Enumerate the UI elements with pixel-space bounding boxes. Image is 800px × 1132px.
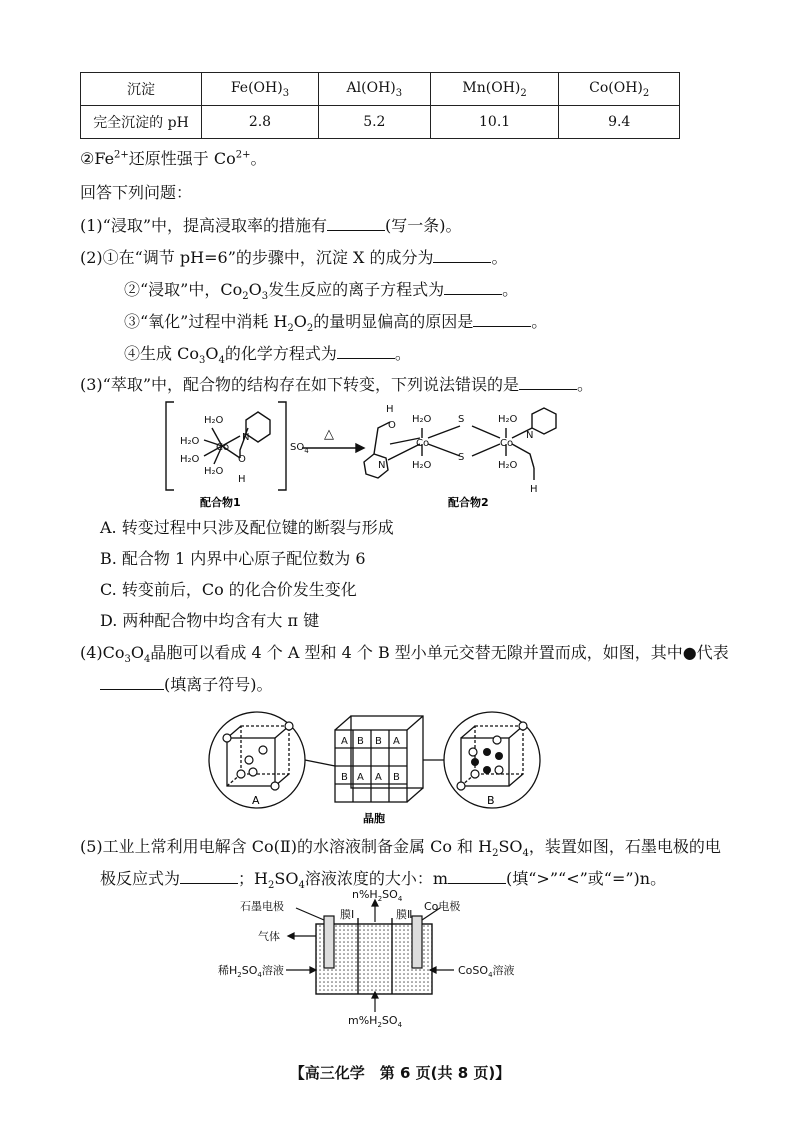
table-cell: 2.8	[202, 106, 319, 139]
question-2d: ④生成 $Co_3O_4$的化学方程式为 。	[124, 344, 411, 367]
n-atom: N	[242, 432, 250, 443]
top-label: $n\%H_2SO_4$	[352, 888, 403, 903]
h-atom: H	[386, 404, 394, 415]
table-cell: $Mn(OH)_2$	[430, 73, 559, 106]
ligand-label: H₂O	[180, 454, 200, 465]
electrolysis-figure	[218, 888, 548, 1028]
question-5-line2: 极反应式为 ；$H_2SO_4$溶液浓度的大小：m (填“>”“<”或“=”)n。	[100, 869, 667, 892]
co-electrode	[412, 916, 422, 968]
answer-blank[interactable]	[327, 216, 385, 231]
dilute-acid-label: 稀$H_2SO_4$溶液	[218, 964, 284, 979]
n-atom: N	[378, 460, 386, 471]
answer-blank[interactable]	[448, 869, 506, 884]
ligand-label: H₂O	[498, 414, 518, 425]
option-c[interactable]: C. 转变前后，Co 的化合价发生变化	[100, 580, 357, 599]
ligand-label: H₂O	[180, 436, 200, 447]
h-atom: H	[238, 474, 246, 485]
table-cell: $Al(OH)_3$	[318, 73, 430, 106]
answer-blank[interactable]	[433, 248, 491, 263]
answer-blank[interactable]	[100, 675, 164, 690]
note-2: $②Fe^{2+}$还原性强于 $Co^{2+}$。	[80, 149, 267, 168]
question-1: (1)“浸取”中，提高浸取率的措施有 (写一条)。	[80, 216, 462, 235]
question-4-line2: (填离子符号)。	[100, 672, 273, 695]
answer-blank[interactable]	[519, 375, 577, 390]
o-atom: O	[238, 454, 246, 465]
unit-a-label: A	[375, 772, 382, 783]
unit-a-label: A	[341, 736, 348, 747]
table-row	[81, 106, 680, 139]
ligand-label: H₂O	[498, 460, 518, 471]
ligand-label: H₂O	[204, 415, 224, 426]
table-cell: 沉淀	[81, 73, 202, 106]
table-cell: 10.1	[430, 106, 559, 139]
label-a: A	[252, 794, 260, 807]
question-3: (3)“萃取”中，配合物的结构存在如下转变，下列说法错误的是 。	[80, 375, 594, 394]
question-2c: ③“氧化”过程中消耗 $H_2O_2$的量明显偏高的原因是 。	[124, 312, 548, 335]
o-atom: O	[388, 420, 396, 431]
complex-transformation-figure	[160, 398, 580, 513]
ligand-label: H₂O	[412, 460, 432, 471]
ligand-label: H₂O	[412, 414, 432, 425]
complex2-label: 配合物2	[448, 496, 489, 509]
precipitation-ph-table	[80, 72, 680, 139]
gas-label: 气体	[258, 930, 280, 943]
table-cell: 9.4	[559, 106, 680, 139]
membrane-1-label: 膜Ⅰ	[340, 908, 355, 921]
answer-blank[interactable]	[337, 344, 395, 359]
complex-structures-svg	[160, 398, 580, 513]
question-2a: (2)①在“调节 pH=6”的步骤中，沉淀 X 的成分为 。	[80, 248, 508, 267]
unit-a-label: A	[393, 736, 400, 747]
table-cell: $Fe(OH)_3$	[202, 73, 319, 106]
table-cell: 完全沉淀的 pH	[81, 106, 202, 139]
sulfur-atom: S	[458, 452, 465, 463]
answer-blank[interactable]	[473, 312, 531, 327]
table-cell: $Co(OH)_2$	[559, 73, 680, 106]
coso4-label: CoSO$_4$溶液	[458, 964, 515, 979]
option-a[interactable]: A. 转变过程中只涉及配位键的断裂与形成	[100, 518, 394, 537]
co-atom: Co	[216, 442, 230, 453]
table-cell: 5.2	[318, 106, 430, 139]
sulfate-label: $SO_4$	[290, 442, 309, 455]
sulfur-atom: S	[458, 414, 465, 425]
graphite-label: 石墨电极	[240, 900, 284, 913]
ligand-label: H₂O	[204, 466, 224, 477]
co-atom: Co	[416, 438, 430, 449]
unit-b-label: B	[341, 772, 348, 783]
answer-blank[interactable]	[444, 280, 502, 295]
option-d[interactable]: D. 两种配合物中均含有大 π 键	[100, 611, 320, 630]
unit-b-label: B	[393, 772, 400, 783]
unit-b-label: B	[375, 736, 382, 747]
label-b: B	[487, 794, 495, 807]
co-atom: Co	[500, 438, 514, 449]
n-atom: N	[526, 430, 534, 441]
answer-blank[interactable]	[180, 869, 238, 884]
unit-a-label: A	[357, 772, 364, 783]
page-footer: 【高三化学 第 6 页(共 8 页)】	[289, 1064, 511, 1082]
question-2b: ②“浸取”中，$Co_2O_3$发生反应的离子方程式为 。	[124, 280, 519, 303]
option-b[interactable]: B. 配合物 1 内界中心原子配位数为 6	[100, 549, 366, 568]
question-5: (5)工业上常利用电解含 Co(Ⅱ)的水溶液制备金属 Co 和 $H_2SO_4$，装置如图，石墨电极的电	[80, 837, 721, 860]
answer-intro: 回答下列问题：	[80, 183, 193, 202]
complex1-label: 配合物1	[200, 496, 241, 509]
crystal-cell-figure	[205, 700, 545, 830]
graphite-electrode	[324, 916, 334, 968]
h-atom: H	[530, 484, 538, 495]
electrolysis-svg	[218, 888, 548, 1028]
label-unit-cell: 晶胞	[363, 812, 385, 825]
bottom-label: $m\%H_2SO_4$	[348, 1014, 403, 1028]
heat-symbol: △	[324, 427, 334, 442]
question-4: $(4)Co_3O_4$晶胞可以看成 4 个 A 型和 4 个 B 型小单元交替无隙并置而成，如图，其中●代表	[80, 643, 729, 666]
co-electrode-label: Co电极	[424, 900, 461, 913]
table-header-row	[81, 73, 680, 106]
membrane-2-label: 膜Ⅱ	[396, 908, 413, 921]
unit-b-label: B	[357, 736, 364, 747]
crystal-cell-svg	[205, 700, 545, 830]
